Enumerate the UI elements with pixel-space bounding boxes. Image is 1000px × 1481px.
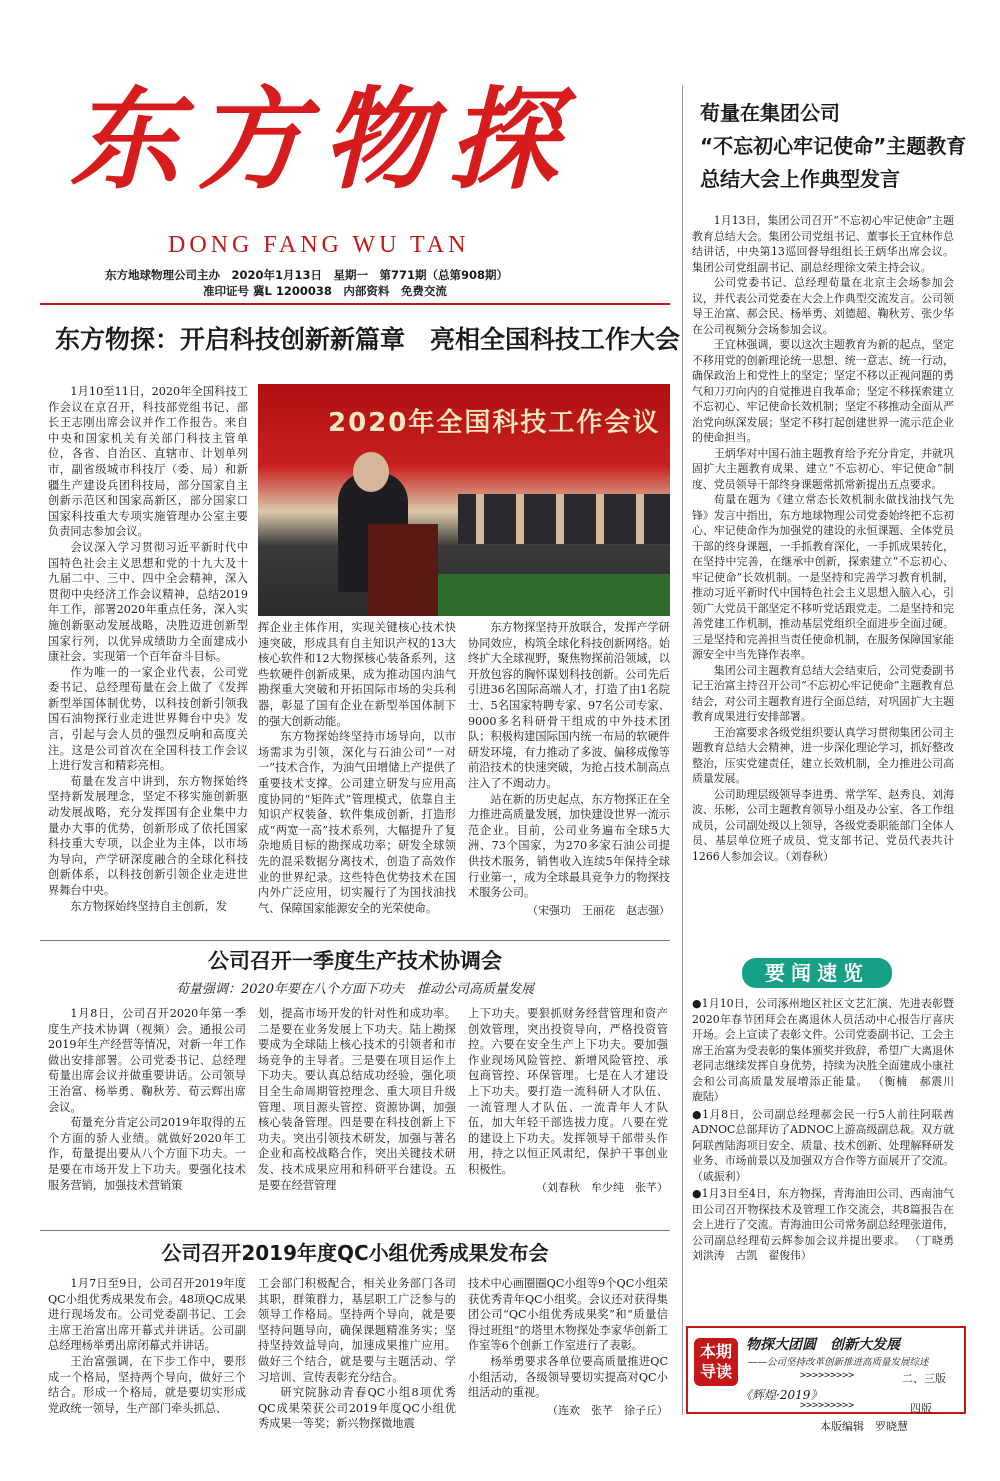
paragraph: 荀量在题为《建立常态长效机制永做找油找气先锋》发言中指出，东方地球物理公司党委始终把不忘初心、牢记使命作为加强党的建设的永恒课题、全体党员干部的终身课题，一手抓教育深化，一手抓成果转化，在坚持中完善，在继承中创新，探索建立“不忘初心、牢记使命”长效机制。一是坚持和完善学习教育机制，推动习近平新时代中国特色社会主义思想入脑入心，引领广大党员干部坚定不移听党话跟党走。二是坚持和完善党建工作机制，推动基层党组织全面进步全面过硬。三是坚持和完善担当责任使命机制，在服务保障国家能源安全中当先锋作表率。: [692, 493, 954, 661]
photo-banner-text: 2020年全国科技工作会议: [328, 408, 661, 438]
photo-plants: [438, 574, 670, 616]
digest-item-sig: （戚振利）: [692, 1169, 747, 1183]
article3-signature: （连欢 张芊 徐子丘）: [547, 1403, 668, 1417]
reading-guide-pages: 四版: [910, 1402, 932, 1415]
photo-speaker-head: [353, 452, 389, 492]
paragraph: 杨举勇要求各单位要高质量推进QC小组活动，各级领导要切实提高对QC小组活动的重视。: [468, 1354, 668, 1400]
reading-guide-tag: [694, 1338, 738, 1386]
lead-col-3: [468, 620, 670, 918]
paragraph: 作为唯一的一家企业代表，公司党委书记、总经理荀量在会上做了《发挥新型举国体制优势，以科技创新引领我国石油物探行业走进世界舞台中央》发言，引起与会人员的强烈反响和高度关注。这是公司首次在全国科技工作会议上进行发言和精彩亮相。: [48, 665, 248, 773]
paragraph: 东方物探坚持开放联合，发挥产学研协同效应，构筑全球化科技创新网络。始终扩大全球视野，聚焦物探前沿领域，以开放包容的胸怀谋划科技创新。公司先后引进36名国际高端人才，打造了由1名院士、5名国家特聘专家、97名公司专家、9000多名科研骨干组成的中外技术团队；积极构建国际国内统一布局的软硬件研发环境，有力推动了多波、偏移成像等前沿技术的快速突破，为抢占技术制高点注入了不竭动力。: [468, 621, 670, 790]
paragraph: 王治富要求各级党组织要认真学习贯彻集团公司主题教育总结大会精神，进一步深化理论学习，抓好整改整治，压实党建责任，建立长效机制，全力推进公司高质量发展。: [692, 725, 954, 785]
paragraph: 1月10至11日，2020年全国科技工作会议在京召开，科技部党组书记、部长王志刚出席会议并作工作报告。来自中央和国家机关有关部门科技主管单位，各省、自治区、直辖市、计划单列市，副省级城市科技厅（委、局）和新疆生产建设兵团科技局，部分国家自主创新示范区和国家高新区，部分国家口国家科技重大专项实施管理办公室主要负责同志参加会议。: [48, 385, 248, 539]
page-editor: 本版编辑 罗晓慧: [820, 1420, 908, 1433]
paragraph: 公司助理层级领导李进勇、常学军、赵秀良、刘海波、乐彬，公司主题教育领导小组及办公室、各工作组成员，公司副处级以上领导，各级党委职能部门全体人员、基层单位班子成员、党支部书记、党员代表共计1266人参加会议。（刘春秋）: [692, 787, 954, 863]
paragraph: 挥企业主体作用，实现关键核心技术快速突破，形成具有自主知识产权的13大核心软件和12大物探核心装备系列，这些软硬件创新成果，成为推动国内油气勘探重大突破和开拓国际市场的尖兵利器，彰显了国有企业在新型举国体制下的强大创新动能。: [258, 621, 456, 728]
reading-guide-slogan: 物探大团圆 创新大发展: [746, 1337, 900, 1353]
reading-guide-arrows: >>>>>>>>>: [800, 1400, 855, 1411]
paragraph: 划，提高市场开发的针对性和成功率。二是要在业务发展上下功夫。陆上勘探要成为全球陆上核心技术的引领者和市场竞争的主导者。三是要在项目运作上下功夫。要认真总结成功经验，强化项目全生命周期管控理念、重大项目升级管理、项目源头管控、资源协调，加强核心装备管理。四是要在科技创新上下功夫。突出引领技术研发，加强与著名企业和高校战略合作，突出关键技术研发、技术成果应用和科研平台建设。五是要在经营管理: [258, 1007, 456, 1192]
digest-item-sig: （衡楠 郝震川 鹿陆）: [692, 1074, 965, 1103]
paragraph: 工会部门积极配合，相关业务部门各司其职，群策群力，基层职工广泛参与的领导工作格局。坚持两个导向，就是要坚持问题导向，确保课题精准务实；坚持坚持效益导向，加速成果推广应用。做好三个结合，就是要与主题活动、学习培训、宣传表彰充分结合。: [258, 1277, 456, 1384]
paragraph: 公司党委书记、总经理荀量在北京主会场参加会议，并代表公司党委在大会上作典型交流发言。公司领导王治富、郝会民、杨举勇、刘德超、鞠秋芳、张少华在公司视频分会场参加会议。: [692, 276, 954, 336]
lead-headline: 东方物探：开启科技创新新篇章 亮相全国科技工作大会: [55, 325, 681, 354]
paragraph: 集团公司主题教育总结大会结束后，公司党委副书记王治富主持召开公司“不忘初心牢记使命”主题教育总结会，对公司主题教育进行全面总结，对巩固扩大主题教育成果进行安排部署。: [692, 663, 954, 723]
digest-item-text: ●1月8日，公司副总经理郝会民一行5人前往阿联酋ADNOC总部拜访了ADNOC上游高级副总裁。双方就阿联酋陆海项目安全、质量、技术创新、处理解释研发业务、市场前景以及加强双方合作等方面展开了交流。: [692, 1107, 954, 1167]
article3-col-3: [468, 1276, 668, 1418]
photo-audience: [458, 494, 670, 544]
paragraph: 1月13日，集团公司召开“不忘初心牢记使命”主题教育总结大会。集团公司党组书记、董事长王宜林作总结讲话，中央第13巡回督导组组长王炳华出席会议。集团公司党组副书记、副总经理徐文荣主持会议。: [692, 214, 954, 274]
digest-item: [692, 996, 965, 1105]
digest-list: [692, 996, 965, 1264]
masthead-title: 东方物探: [70, 75, 574, 204]
paragraph: 上下功夫。要狠抓财务经营管理和资产创效管理，突出投资导向，严格投资管控。六要在安全生产上下功夫。要加强作业现场风险管控、新增风险管控、承包商管控、环保管理。七是在人才建设上下功夫。要打造一流科研人才队伍、一流管理人才队伍、一流青年人才队伍，加大年轻干部选拔力度。八要在党的建设上下功夫。发挥领导干部带头作用，持之以恒正风肃纪，保护干事创业积极性。: [468, 1007, 668, 1176]
paragraph: 1月8日，公司召开2020年第一季度生产技术协调（视频）会。通报公司2019年生产经营等情况，对新一年工作做出安排部署。公司党委书记、总经理荀量出席会议并做重要讲话。公司领导王治富、杨举勇、鞠秋芳、荀云辉出席会议。: [48, 1007, 246, 1114]
paragraph: 技术中心画圈圈QC小组等9个QC小组荣获优秀青年QC小组奖。会议还对获得集团公司“QC小组优秀成果奖”和“质量信得过班组”的塔里木物探处李家华创新工作室等6个创新工作室进行了表彰。: [468, 1277, 668, 1353]
column-divider: [682, 85, 683, 1415]
right-headline-line: 总结大会上作典型发言: [700, 167, 900, 191]
reading-guide-tag-line: 本期: [699, 1342, 732, 1361]
digest-badge: 要闻速览: [742, 958, 892, 988]
paragraph: 研究院脉动青春QC小组8项优秀QC成果荣获公司2019年度QC小组优秀成果一等奖；新兴物探微地震: [258, 1386, 456, 1431]
reading-guide-pages: 二、三版: [902, 1372, 946, 1385]
reading-guide-item: 《辉煌·2019》: [740, 1388, 823, 1402]
lead-photo: [258, 384, 670, 616]
reading-guide-arrows: >>>>>>>>>: [800, 1370, 855, 1381]
lead-col-2: [258, 620, 456, 916]
right-headline: [700, 97, 980, 196]
section-rule: [40, 940, 670, 941]
paragraph: 荀量在发言中讲到，东方物探始终坚持新发展理念，坚定不移实施创新驱动发展战略，充分发挥国有企业集中力量办大事的优势，创新形成了依托国家科技重大专项，以企业为主体，以市场为导向，产学研深度融合的全球化科技创新体系，以科技创新引领企业走进世界舞台中央。: [48, 774, 248, 897]
masthead-issue-line: 东方地球物理公司主办 2020年1月13日 星期一 第771期（总第908期）: [105, 268, 509, 282]
masthead-english: DONG FANG WU TAN: [168, 232, 470, 258]
article3-col-1: [48, 1276, 246, 1416]
article2-col-1: [48, 1006, 246, 1193]
article2-headline: 公司召开一季度生产技术协调会: [208, 949, 502, 973]
digest-item-text: ●1月10日，公司涿州地区社区文艺汇演、先进表彰暨2020年春节团拜会在离退休人员活动中心报告厅喜庆开场。会上宣读了表彰文件。公司党委副书记、工会主席王治富为受表彰的集体颁奖并致辞，希望广大离退休老同志继续发挥自身优势，持续为决胜全面建成小康社会和公司高质量发展增添正能量。: [692, 997, 954, 1088]
masthead-permit-line: 准印证号 冀L 1200038 内部资料 免费交流: [203, 284, 447, 298]
lead-signature: （宋强功 王丽花 赵志强）: [527, 903, 670, 917]
paragraph: 王宜林强调，要以这次主题教育为新的起点，坚定不移用党的创新理论统一思想、统一意志、统一行动，确保政治上和党性上的坚定；坚定不移以正视问题的勇气和刀刃向内的自觉推进自我革命；坚定不移探索建立不忘初心、牢记使命长效机制；坚定不移推动全面从严治党向纵深发展；坚定不移打起创建世界一流示范企业的使命担当。: [692, 338, 954, 444]
article2-signature: （刘春秋 牟少纯 张芊）: [536, 1180, 668, 1194]
paragraph: 王炳华对中国石油主题教育给予充分肯定，并就巩固扩大主题教育成果、建立“不忘初心、牢记使命”制度、党员领导干部终身课题常抓常新提出五点要求。: [692, 446, 954, 491]
article3-col-2: [258, 1276, 456, 1432]
reading-guide-box: [686, 1326, 966, 1414]
reading-guide-tag-line: 导读: [699, 1362, 732, 1381]
digest-item: [692, 1186, 965, 1264]
paragraph: 荀量充分肯定公司2019年取得的五个方面的骄人业绩。就做好2020年工作，荀量提出要从八个方面下功夫。一是要在市场开发上下功夫。要强化技术服务营销，加强技术营销策: [48, 1116, 246, 1192]
section-rule: [40, 1230, 670, 1231]
masthead-rule: [40, 303, 670, 305]
paragraph: 站在新的历史起点，东方物探正在全力推进高质量发展，加快建设世界一流示范企业。目前，公司业务遍布全球5大洲、73个国家，为270多家石油公司提供技术服务，销售收入连续5年保持全球行业第一，成为全球最具竞争力的物探技术服务公司。: [468, 792, 670, 900]
right-headline-line: 荀量在集团公司: [700, 101, 840, 125]
paragraph: 东方物探始终坚持市场导向，以市场需求为引领，深化与石油公司“一对一”技术合作，为油气田增储上产提供了重要技术支撑。公司建立研发与应用高度协同的“矩阵式”管理模式，依靠自主知识产权装备、软件集成创新，打造形成“两宽一高”技术系列，大幅提升了复杂地质目标的勘探成功率；研发全球领先的混采数据分离技术，创造了高效作业的世界纪录。这些特色优势技术在国内外广泛应用，切实履行了为国找油找气、保障国家能源安全的光荣使命。: [258, 730, 456, 915]
digest-item-sig: （丁晓勇 刘洪涛 古凯 翟俊伟）: [692, 1233, 965, 1262]
paragraph: 王治富强调，在下步工作中，要形成一个格局，坚持两个导向，做好三个结合。形成一个格局，就是要切实形成党政统一领导，生产部门牵头抓总、: [48, 1354, 246, 1415]
right-article-body: [692, 213, 954, 864]
article2-subhead: 荀量强调：2020年要在八个方面下功夫 推动公司高质量发展: [175, 982, 535, 997]
paragraph: 会议深入学习贯彻习近平新时代中国特色社会主义思想和党的十九大及十九届二中、三中、四中全会精神，深入贯彻中央经济工作会议精神，总结2019年工作，部署2020年重点任务，深入实施创新驱动发展战略，决胜迈进创新型国家行列，以优异成绩助力全面建成小康社会、实现第一个百年奋斗目标。: [48, 540, 248, 664]
article3-headline: 公司召开2019年度QC小组优秀成果发布会: [161, 1241, 549, 1265]
lead-col-1: [48, 384, 248, 914]
photo-podium: [368, 524, 438, 616]
paragraph: 东方物探始终坚持自主创新，发: [70, 899, 228, 913]
paragraph: 1月7日至9日，公司召开2019年度QC小组优秀成果发布会。48项QC成果进行现场发布。公司党委副书记、工会主席王治富出席开幕式并讲话。公司副总经理杨举勇出席闭幕式并讲话。: [48, 1277, 246, 1353]
digest-item-text: ●1月3日至4日，东方物探，青海油田公司、西南油气田公司召开物探技术及管理工作交流会，共8篇报告在会上进行了交流。青海油田公司常务副总经理张道伟，公司副总经理荀云辉参加会议并提出要求。: [692, 1187, 954, 1247]
right-headline-line: “不忘初心牢记使命”主题教育: [700, 134, 967, 158]
reading-guide-sub: ——公司坚持改革创新推进高质量发展综述: [748, 1357, 929, 1368]
digest-item: [692, 1107, 954, 1185]
article2-col-2: [258, 1006, 456, 1193]
article2-col-3: [468, 1006, 668, 1195]
